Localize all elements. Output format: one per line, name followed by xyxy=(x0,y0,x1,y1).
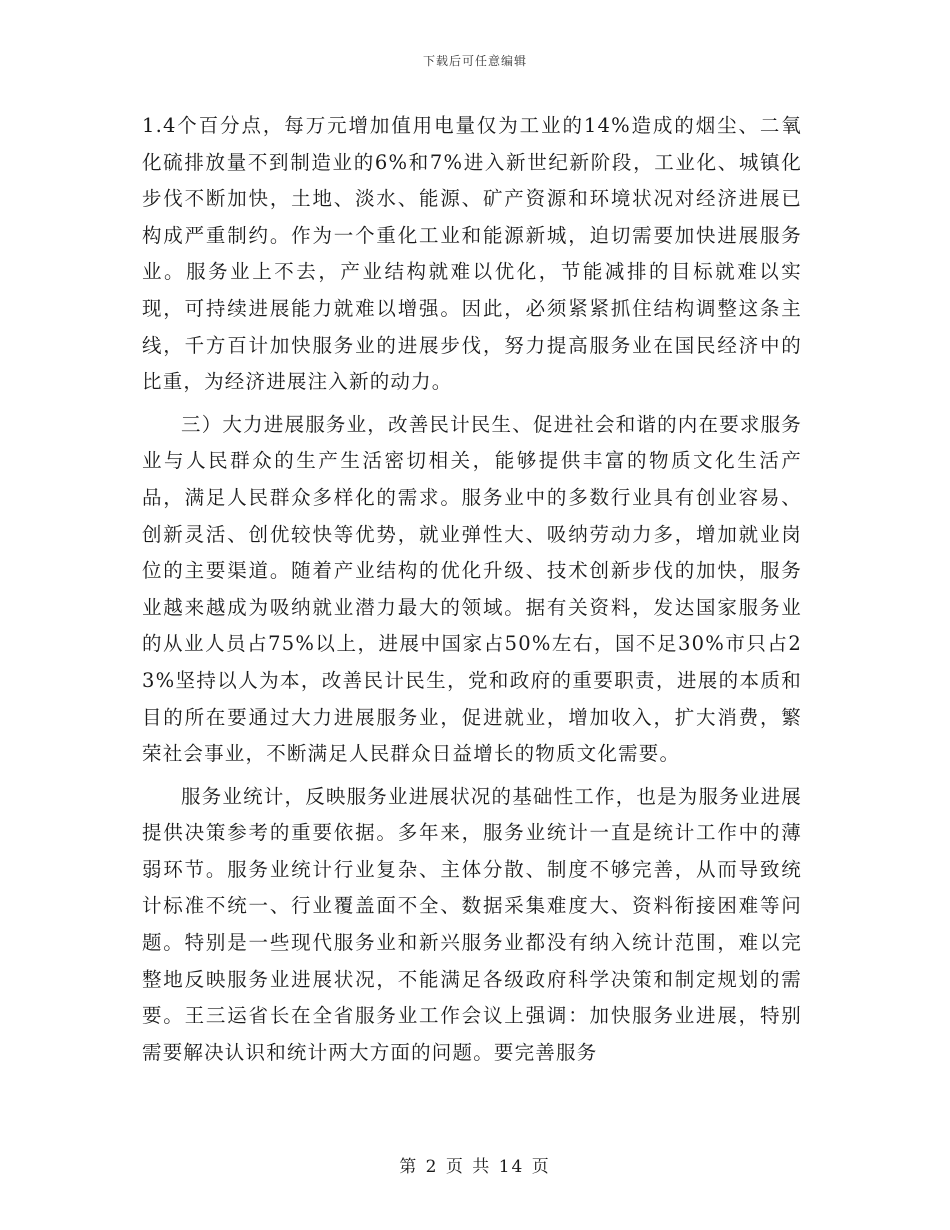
document-body xyxy=(142,108,802,1071)
paragraph-1: 1.4个百分点，每万元增加值用电量仅为工业的14%造成的烟尘、二氧化硫排放量不到制造业的6%和7%进入新世纪新阶段，工业化、城镇化步伐不断加快，土地、淡水、能源、矿产资源和环境状况对经济进展已构成严重制约。作为一个重化工业和能源新城，迫切需要加快进展服务业。服务业上不去，产业结构就难以优化，节能减排的目标就难以实现，可持续进展能力就难以增强。因此，必须紧紧抓住结构调整这条主线，千方百计加快服务业的进展步伐，努力提高服务业在国民经济中的比重，为经济进展注入新的动力。 xyxy=(142,114,802,394)
paragraph-2: 三）大力进展服务业，改善民计民生、促进社会和谐的内在要求服务业与人民群众的生产生活密切相关，能够提供丰富的物质文化生活产品，满足人民群众多样化的需求。服务业中的多数行业具有创业容易、创新灵活、创优较快等优势，就业弹性大、吸纳劳动力多，增加就业岗位的主要渠道。随着产业结构的优化升级、技术创新步伐的加快，服务业越来越成为吸纳就业潜力最大的领域。据有关资料，发达国家服务业的从业人员占75%以上，进展中国家占50%左右，国不足30%市只占23%坚持以人为本，改善民计民生，党和政府的重要职责，进展的本质和目的所在要通过大力进展服务业，促进就业，增加收入，扩大消费，繁荣社会事业，不断满足人民群众日益增长的物质文化需要。 xyxy=(142,412,803,766)
page-footer: 第 2 页 共 14 页 xyxy=(399,1157,551,1177)
page-header: 下载后可任意编辑 xyxy=(422,54,527,68)
paragraph-3: 服务业统计，反映服务业进展状况的基础性工作，也是为服务业进展提供决策参考的重要依据。多年来，服务业统计一直是统计工作中的薄弱环节。服务业统计行业复杂、主体分散、制度不够完善，从而导致统计标准不统一、行业覆盖面不全、数据采集难度大、资料衔接困难等问题。特别是一些现代服务业和新兴服务业都没有纳入统计范围，难以完整地反映服务业进展状况，不能满足各级政府科学决策和制定规划的需要。王三运省长在全省服务业工作会议上强调：加快服务业进展，特别需要解决认识和统计两大方面的问题。要完善服务 xyxy=(142,784,803,1064)
